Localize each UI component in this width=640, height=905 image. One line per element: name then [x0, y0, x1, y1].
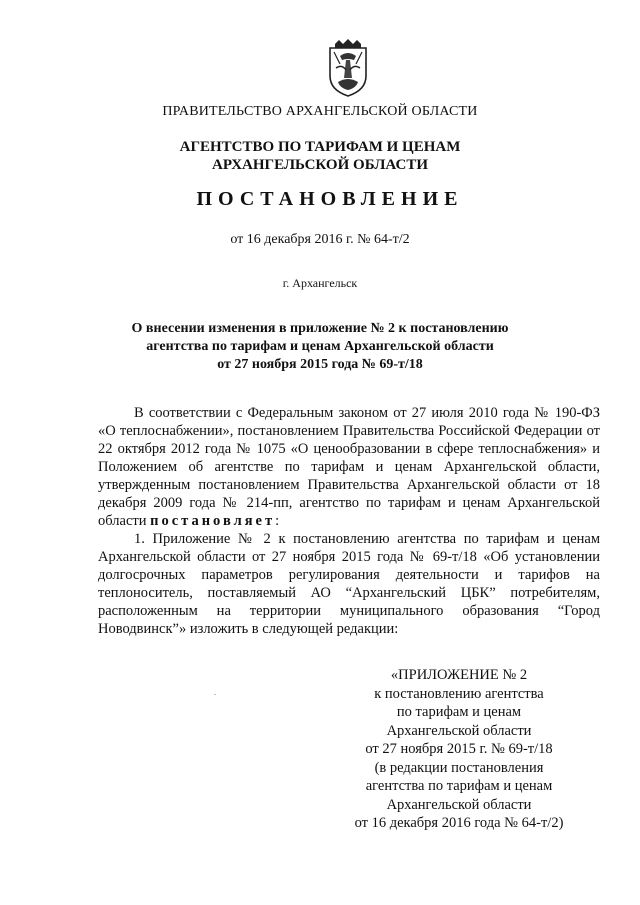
body-paragraph-2: 1. Приложение № 2 к постановлению агентства по тарифам и ценам Архангельской области от 27 ноября 2015 года № 69-т/18 «Об установлении долгосрочных параметров регулирования деятельности и тарифов на теплоноситель, поставляемый АО “Архангельский ЦБК” потребителям, расположенным на территории муниципального образования “Город Новодвинск”» изложить в следующей редакции:: [98, 531, 600, 637]
appendix-line: от 27 ноября 2015 г. № 69-т/18: [365, 741, 553, 757]
scan-speck: [214, 694, 216, 695]
document-date-number: от 16 декабря 2016 г. № 64-т/2: [230, 232, 410, 247]
agency-name-line1: АГЕНТСТВО ПО ТАРИФАМ И ЦЕНАМ: [179, 139, 461, 155]
resolves-keyword: постановляет: [150, 513, 276, 529]
document-body: [98, 404, 600, 638]
appendix-line: к постановлению агентства: [374, 685, 544, 702]
document-type: ПОСТАНОВЛЕНИЕ: [196, 188, 464, 210]
appendix-line: агентства по тарифам и ценам: [365, 778, 553, 794]
appendix-line: Архангельской области: [386, 722, 532, 739]
government-name: ПРАВИТЕЛЬСТВО АРХАНГЕЛЬСКОЙ ОБЛАСТИ: [162, 104, 478, 119]
subject-line2: агентства по тарифам и ценам Архангельской области: [146, 339, 494, 354]
body-paragraph-1: [98, 404, 600, 530]
appendix-header: [318, 666, 600, 833]
appendix-line: (в редакции постановления: [374, 759, 544, 776]
subject-line1: О внесении изменения в приложение № 2 к постановлению: [131, 321, 509, 336]
paragraph-1-text: В соответствии с Федеральным законом от 27 июля 2010 года № 190-ФЗ «О теплоснабжении», постановлением Правительства Российской Федерации от 22 октября 2012 года № 1075 «О ценообразовании в сфере теплоснабжения» и Положением об агентстве по тарифам и ценам Архангельской области, утвержденным постановлением Правительства Архангельской области от 18 декабря 2009 года № 214-пп, агентство по тарифам и ценам Архангельской области: [98, 405, 600, 529]
agency-name: [0, 138, 640, 174]
appendix-line: Архангельской области: [386, 796, 532, 813]
appendix-line: от 16 декабря 2016 года № 64-т/2): [354, 815, 564, 831]
appendix-line: по тарифам и ценам: [396, 704, 522, 720]
subject-line3: от 27 ноября 2015 года № 69-т/18: [217, 357, 423, 372]
appendix-line: «ПРИЛОЖЕНИЕ № 2: [390, 667, 528, 683]
paragraph-1-end: :: [275, 513, 280, 529]
document-city: г. Архангельск: [282, 276, 358, 290]
coat-of-arms-icon: [326, 38, 370, 98]
agency-name-line2: АРХАНГЕЛЬСКОЙ ОБЛАСТИ: [212, 157, 428, 173]
document-subject: [0, 320, 640, 374]
